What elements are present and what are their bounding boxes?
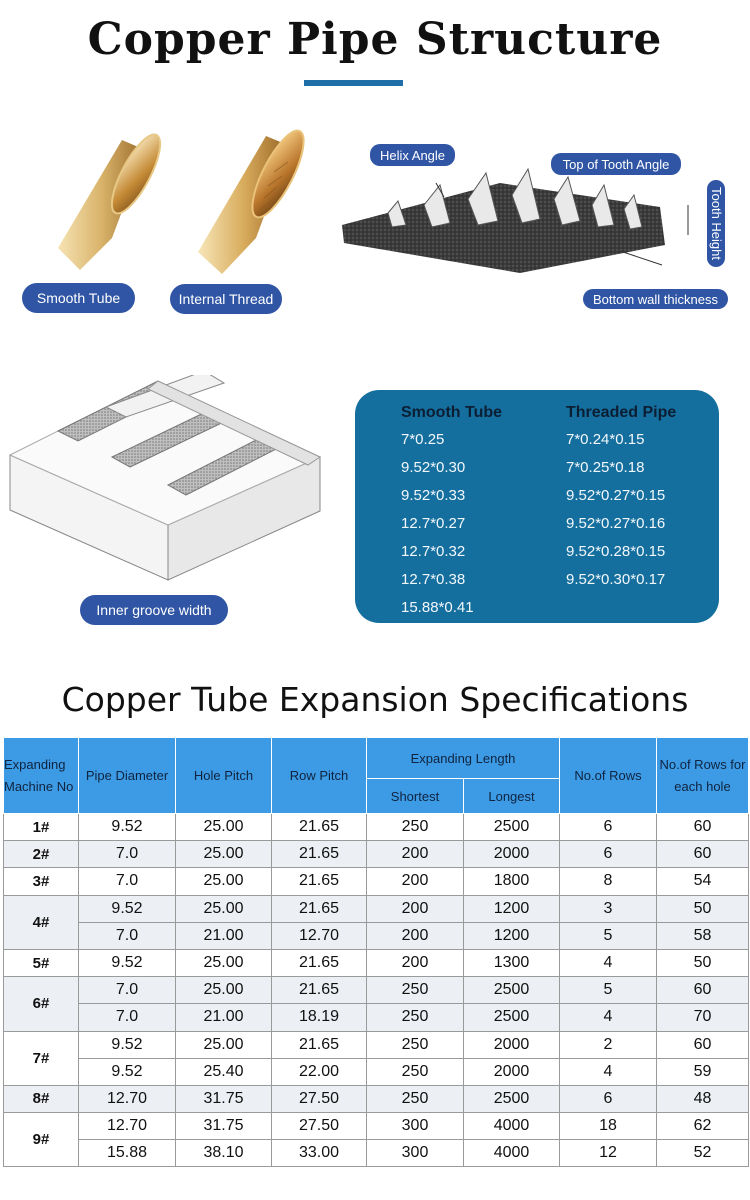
table-cell: 4 bbox=[560, 949, 657, 976]
table-cell: 25.00 bbox=[176, 977, 272, 1004]
smooth-spec-item: 15.88*0.41 bbox=[401, 599, 474, 616]
smooth-tube-image bbox=[50, 130, 165, 275]
table-cell: 7.0 bbox=[79, 922, 176, 949]
machine-number-cell: 1# bbox=[4, 814, 79, 841]
header-shortest: Shortest bbox=[367, 779, 464, 814]
table-cell: 21.00 bbox=[176, 922, 272, 949]
table-cell: 25.00 bbox=[176, 814, 272, 841]
table-cell: 27.50 bbox=[272, 1085, 367, 1112]
inner-groove-width-label: Inner groove width bbox=[80, 595, 228, 625]
table-cell: 2000 bbox=[464, 841, 560, 868]
table-cell: 7.0 bbox=[79, 841, 176, 868]
table-cell: 52 bbox=[657, 1140, 749, 1167]
machine-number-cell: 2# bbox=[4, 841, 79, 868]
inner-groove-diagram bbox=[8, 375, 323, 585]
header-pipe-diameter: Pipe Diameter bbox=[79, 738, 176, 814]
table-row bbox=[4, 1140, 749, 1167]
smooth-tube-header: Smooth Tube bbox=[401, 404, 503, 421]
table-cell: 50 bbox=[657, 949, 749, 976]
table-cell: 21.00 bbox=[176, 1004, 272, 1031]
table-row bbox=[4, 1031, 749, 1058]
top-tooth-angle-label: Top of Tooth Angle bbox=[551, 153, 681, 175]
machine-number-cell: 9# bbox=[4, 1113, 79, 1167]
table-cell: 4 bbox=[560, 1058, 657, 1085]
table-row bbox=[4, 1004, 749, 1031]
table-cell: 300 bbox=[367, 1140, 464, 1167]
table-cell: 9.52 bbox=[79, 814, 176, 841]
smooth-spec-item: 12.7*0.27 bbox=[401, 515, 466, 532]
table-cell: 21.65 bbox=[272, 868, 367, 895]
smooth-spec-item: 12.7*0.38 bbox=[401, 571, 466, 588]
table-row bbox=[4, 1113, 749, 1140]
table-cell: 1300 bbox=[464, 949, 560, 976]
table-cell: 33.00 bbox=[272, 1140, 367, 1167]
table-cell: 21.65 bbox=[272, 814, 367, 841]
table-cell: 70 bbox=[657, 1004, 749, 1031]
table-cell: 4000 bbox=[464, 1113, 560, 1140]
table-cell: 5 bbox=[560, 977, 657, 1004]
table-cell: 200 bbox=[367, 895, 464, 922]
table-cell: 2500 bbox=[464, 977, 560, 1004]
table-cell: 21.65 bbox=[272, 895, 367, 922]
table-cell: 250 bbox=[367, 1031, 464, 1058]
table-cell: 15.88 bbox=[79, 1140, 176, 1167]
smooth-spec-item: 9.52*0.30 bbox=[401, 459, 466, 476]
table-cell: 18.19 bbox=[272, 1004, 367, 1031]
table-cell: 60 bbox=[657, 1031, 749, 1058]
threaded-spec-item: 9.52*0.28*0.15 bbox=[566, 543, 666, 560]
table-title: Copper Tube Expansion Specifications bbox=[61, 680, 689, 719]
table-cell: 2000 bbox=[464, 1031, 560, 1058]
header-machine: Expanding Machine No bbox=[4, 738, 79, 814]
table-cell: 2000 bbox=[464, 1058, 560, 1085]
tooth-height-text: Tooth Height bbox=[708, 187, 724, 260]
table-cell: 60 bbox=[657, 814, 749, 841]
table-cell: 31.75 bbox=[176, 1085, 272, 1112]
table-cell: 9.52 bbox=[79, 1058, 176, 1085]
internal-thread-tube-image bbox=[190, 128, 305, 278]
table-cell: 1200 bbox=[464, 895, 560, 922]
table-cell: 300 bbox=[367, 1113, 464, 1140]
table-cell: 38.10 bbox=[176, 1140, 272, 1167]
table-row bbox=[4, 949, 749, 976]
table-cell: 6 bbox=[560, 841, 657, 868]
machine-number-cell: 3# bbox=[4, 868, 79, 895]
header-row-pitch: Row Pitch bbox=[272, 738, 367, 814]
table-cell: 9.52 bbox=[79, 1031, 176, 1058]
threaded-spec-item: 7*0.25*0.18 bbox=[566, 459, 645, 476]
table-cell: 3 bbox=[560, 895, 657, 922]
table-cell: 7.0 bbox=[79, 868, 176, 895]
table-cell: 2500 bbox=[464, 1004, 560, 1031]
table-cell: 9.52 bbox=[79, 895, 176, 922]
machine-number-cell: 8# bbox=[4, 1085, 79, 1112]
smooth-spec-item: 12.7*0.32 bbox=[401, 543, 466, 560]
table-cell: 50 bbox=[657, 895, 749, 922]
tooth-height-label bbox=[707, 180, 725, 267]
table-cell: 250 bbox=[367, 1058, 464, 1085]
table-cell: 21.65 bbox=[272, 841, 367, 868]
table-cell: 12.70 bbox=[272, 922, 367, 949]
table-cell: 12 bbox=[560, 1140, 657, 1167]
table-cell: 25.00 bbox=[176, 949, 272, 976]
threaded-pipe-header: Threaded Pipe bbox=[566, 404, 677, 421]
table-cell: 25.00 bbox=[176, 895, 272, 922]
table-cell: 200 bbox=[367, 922, 464, 949]
table-cell: 21.65 bbox=[272, 977, 367, 1004]
table-row bbox=[4, 868, 749, 895]
table-row bbox=[4, 922, 749, 949]
table-cell: 25.00 bbox=[176, 841, 272, 868]
table-cell: 250 bbox=[367, 814, 464, 841]
header-no-of-rows: No.of Rows bbox=[560, 738, 657, 814]
threaded-spec-item: 9.52*0.30*0.17 bbox=[566, 571, 666, 588]
table-cell: 7.0 bbox=[79, 1004, 176, 1031]
table-cell: 60 bbox=[657, 841, 749, 868]
smooth-spec-item: 7*0.25 bbox=[401, 431, 445, 448]
threaded-pipe-column bbox=[566, 400, 676, 594]
smooth-tube-label: Smooth Tube bbox=[22, 283, 135, 313]
table-cell: 5 bbox=[560, 922, 657, 949]
table-cell: 6 bbox=[560, 1085, 657, 1112]
table-cell: 25.40 bbox=[176, 1058, 272, 1085]
table-cell: 58 bbox=[657, 922, 749, 949]
table-cell: 54 bbox=[657, 868, 749, 895]
threaded-spec-item: 7*0.24*0.15 bbox=[566, 431, 645, 448]
table-row bbox=[4, 814, 749, 841]
table-body bbox=[4, 814, 749, 1167]
table-cell: 25.00 bbox=[176, 1031, 272, 1058]
table-cell: 27.50 bbox=[272, 1113, 367, 1140]
smooth-spec-item: 9.52*0.33 bbox=[401, 487, 466, 504]
table-cell: 62 bbox=[657, 1113, 749, 1140]
header-expanding-length: Expanding Length bbox=[367, 738, 560, 779]
table-cell: 60 bbox=[657, 977, 749, 1004]
table-row bbox=[4, 977, 749, 1004]
table-row bbox=[4, 895, 749, 922]
thread-fin-diagram bbox=[340, 165, 740, 285]
machine-number-cell: 6# bbox=[4, 977, 79, 1031]
helix-angle-label: Helix Angle bbox=[370, 144, 455, 166]
table-cell: 2500 bbox=[464, 814, 560, 841]
table-cell: 2 bbox=[560, 1031, 657, 1058]
table-cell: 200 bbox=[367, 949, 464, 976]
machine-number-cell: 4# bbox=[4, 895, 79, 949]
table-cell: 200 bbox=[367, 841, 464, 868]
table-cell: 4 bbox=[560, 1004, 657, 1031]
table-cell: 8 bbox=[560, 868, 657, 895]
table-cell: 4000 bbox=[464, 1140, 560, 1167]
machine-number-cell: 5# bbox=[4, 949, 79, 976]
header-hole-pitch: Hole Pitch bbox=[176, 738, 272, 814]
table-cell: 250 bbox=[367, 977, 464, 1004]
page-title: Copper Pipe Structure bbox=[87, 14, 663, 65]
table-cell: 200 bbox=[367, 868, 464, 895]
table-cell: 25.00 bbox=[176, 868, 272, 895]
table-cell: 1200 bbox=[464, 922, 560, 949]
table-row bbox=[4, 1058, 749, 1085]
table-cell: 48 bbox=[657, 1085, 749, 1112]
table-cell: 250 bbox=[367, 1085, 464, 1112]
machine-number-cell: 7# bbox=[4, 1031, 79, 1085]
expansion-spec-table bbox=[3, 737, 749, 1167]
threaded-spec-item: 9.52*0.27*0.15 bbox=[566, 487, 666, 504]
internal-thread-label: Internal Thread bbox=[170, 284, 282, 314]
table-cell: 59 bbox=[657, 1058, 749, 1085]
table-cell: 2500 bbox=[464, 1085, 560, 1112]
table-row bbox=[4, 1085, 749, 1112]
bottom-wall-thickness-label: Bottom wall thickness bbox=[583, 289, 728, 309]
smooth-tube-column bbox=[401, 400, 502, 622]
table-cell: 7.0 bbox=[79, 977, 176, 1004]
table-cell: 21.65 bbox=[272, 1031, 367, 1058]
threaded-spec-item: 9.52*0.27*0.16 bbox=[566, 515, 666, 532]
tube-spec-card bbox=[355, 390, 719, 623]
table-row bbox=[4, 841, 749, 868]
table-cell: 21.65 bbox=[272, 949, 367, 976]
table-cell: 9.52 bbox=[79, 949, 176, 976]
table-cell: 12.70 bbox=[79, 1085, 176, 1112]
table-cell: 1800 bbox=[464, 868, 560, 895]
table-cell: 18 bbox=[560, 1113, 657, 1140]
table-cell: 22.00 bbox=[272, 1058, 367, 1085]
header-rows-each-hole: No.of Rows for each hole bbox=[657, 738, 749, 814]
table-cell: 31.75 bbox=[176, 1113, 272, 1140]
table-cell: 6 bbox=[560, 814, 657, 841]
header-longest: Longest bbox=[464, 779, 560, 814]
table-cell: 12.70 bbox=[79, 1113, 176, 1140]
title-underline bbox=[304, 80, 403, 86]
table-cell: 250 bbox=[367, 1004, 464, 1031]
